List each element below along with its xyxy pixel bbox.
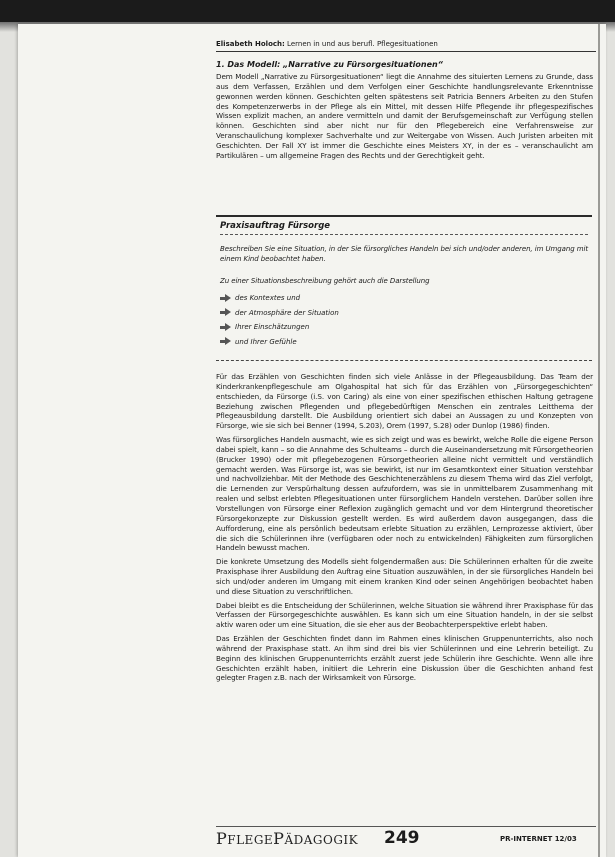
list-item — [220, 306, 339, 321]
body-paragraph: Dabei bleibt es die Entscheidung der Schülerinnen, welche Situation sie während ihrer Praxisphase für das Verfassen der Fürsorgegeschichte auswählen. Es kann sich um eine Situation handeln, in der sie selbst aktiv waren oder um eine Situation, die sie eher aus der Beobachterperspektive erlebt haben. — [216, 600, 593, 630]
list-item-text: der Atmosphäre der Situation — [235, 308, 339, 317]
arrow-bullet-icon — [220, 323, 231, 332]
practice-task-intro: Zu einer Situationsbeschreibung gehört auch die Darstellung — [220, 277, 430, 285]
running-head-title: Lernen in und aus berufl. Pflegesituationen — [287, 40, 438, 48]
page-edge — [598, 24, 600, 857]
arrow-bullet-icon — [220, 294, 231, 303]
list-item — [220, 291, 339, 306]
body-paragraph: Das Erzählen der Geschichten findet dann im Rahmen eines klinischen Gruppenunterrichts, also noch während der Praxisphase statt. An ihm sind drei bis vier Schülerinnen und eine Lehrerin beteiligt. Zu Beginn des klinischen Gruppenunterrichts erzählt zuerst jede Schülerin ihre Geschichte. Wenn alle ihre Geschichten erzählt haben, initiiert die Lehrerin eine Diskussion über die Geschichten anhand fest gelegter Fragen z.B. nach der Wirksamkeit von Fürsorge. — [216, 634, 593, 683]
running-head — [216, 40, 592, 48]
list-item-text: und Ihrer Gefühle — [235, 337, 297, 346]
practice-task-box — [216, 215, 592, 361]
section-heading: 1. Das Modell: „Narrative zu Fürsorgesituationen“ — [216, 60, 443, 69]
section-model — [216, 60, 593, 165]
list-item — [220, 320, 339, 335]
body-paragraph: Für das Erzählen von Geschichten finden sich viele Anlässe in der Pflegeausbildung. Das Team der Kinderkrankenpflegeschule am Olgahospital hat sich für das Erzählen von „Fürsorgegeschichten“ entschieden, da Fürsorge (i.S. von Caring) als eine von einer spezifischen ethischen Haltung getragene Beziehung zwischen Pflegenden und pflegebedürftigen Menschen ein zentrales Leitthema der Pflegeausbildung darstellt. Die Ausbildung orientiert sich dabei an Aussagen zu und Konzepten von Fürsorge, wie sie sich bei Benner (1994, S.203), Orem (1997, S.28) oder Dunlop (1986) finden. — [216, 372, 593, 431]
scan-top-band — [0, 0, 615, 22]
body-paragraph: Was fürsorgliches Handeln ausmacht, wie es sich zeigt und was es bewirkt, welche Rolle die eigene Person dabei spielt, kann – so die Annahme des Schulteams – durch die Auseinandersetzung mit Fürsorgetheorien (Brucker 1990) oder mit pflegebezogenen Fürsorgetheorien alleine nicht vermittelt und verständlich gemacht werden. Was Fürsorge ist, was sie bewirkt, ist nur im Gesamtkontext einer Situation verstehbar und nachvollziehbar. Mit der Methode des Geschichtenerzählens zu diesem Thema wird das Ziel verfolgt, die Lernenden zur Verspürhaltung dessen aufzufordern, was sie in unmittelbarem Zusammenhang mit realen und selbst erlebten Pflegesituationen unter fürsorglichem Handeln verstehen. Darüber sollen ihre Vorstellungen von Fürsorge einer Reflexion zugänglich gemacht und vor dem Hintergrund theoretischer Fürsorgekonzepte zur Diskussion gestellt werden. Es wird außerdem davon ausgegangen, dass die Aufforderung, eine als persönlich bedeutsam erlebte Situation zu erzählen, Lernprozesse aktiviert, über die sich die Schülerinnen ihre (verfügbaren oder noch zu entwickelnden) Fähigkeiten zum fürsorglichen Handeln bewusst machen. — [216, 435, 593, 553]
list-item — [220, 335, 339, 350]
section-paragraph: Dem Modell „Narrative zu Fürsorgesituationen“ liegt die Annahme des situierten Lernens zu Grunde, dass aus dem Verfassen, Erzählen und dem Verfolgen einer Geschichte handlungsrelevante Erkenntnisse gewonnen werden können. Geschichten gelten spätestens seit Patricia Benners Arbeiten zu den Stufen des Kompetenzerwerbs in der Pflege als ein Mittel, mit dessen Hilfe Pflegende ihr pflegespezifisches Wissen explizit machen, an andere vermitteln und damit der Berufsgemeinschaft zur Verfügung stellen können. Geschichten sind aber nicht nur für den Pflegebereich eine Verfahrensweise zur Veranschaulichung komplexer Sachverhalte und zur Weitergabe von Wissen. Auch Juristen arbeiten mit Geschichten. Der Fall XY ist immer die Geschichte eines Meisters XY, in der es – veranschaulicht am Partikulären – um allgemeine Fragen des Rechts und der Gerechtigkeit geht. — [216, 72, 593, 160]
arrow-bullet-icon — [220, 308, 231, 317]
page-number: 249 — [384, 828, 420, 848]
list-item-text: des Kontextes und — [235, 294, 301, 303]
arrow-bullet-icon — [220, 337, 231, 346]
practice-task-title: Praxisauftrag Fürsorge — [220, 221, 331, 231]
list-item-text: Ihrer Einschätzungen — [235, 323, 310, 332]
body-paragraph: Die konkrete Umsetzung des Modells sieht folgendermaßen aus: Die Schülerinnen erhalten für die zweite Praxisphase ihrer Ausbildung den Auftrag eine Situation auszuwählen, in der sie fürsorgliches Handeln bei sich und/oder anderen im Umgang mit einem kranken Kind oder seinen Angehörigen beobachtet haben und diese Situation zu verschriftlichen. — [216, 557, 593, 596]
running-head-author: Elisabeth Holoch: — [216, 40, 285, 48]
running-head-rule — [216, 51, 596, 52]
body-text — [216, 372, 593, 687]
footer-rule — [216, 826, 596, 827]
practice-task-text: Beschreiben Sie eine Situation, in der Sie fürsorgliches Handeln bei sich und/oder anderen, im Umgang mit einem Kind beobachtet haben. — [220, 245, 588, 263]
journal-logo: PFLEGEPÄDAGOGIK — [216, 829, 359, 848]
box-divider — [220, 234, 588, 235]
practice-task-list — [220, 291, 339, 349]
issue-label: PR-INTERNET 12/03 — [500, 835, 577, 843]
